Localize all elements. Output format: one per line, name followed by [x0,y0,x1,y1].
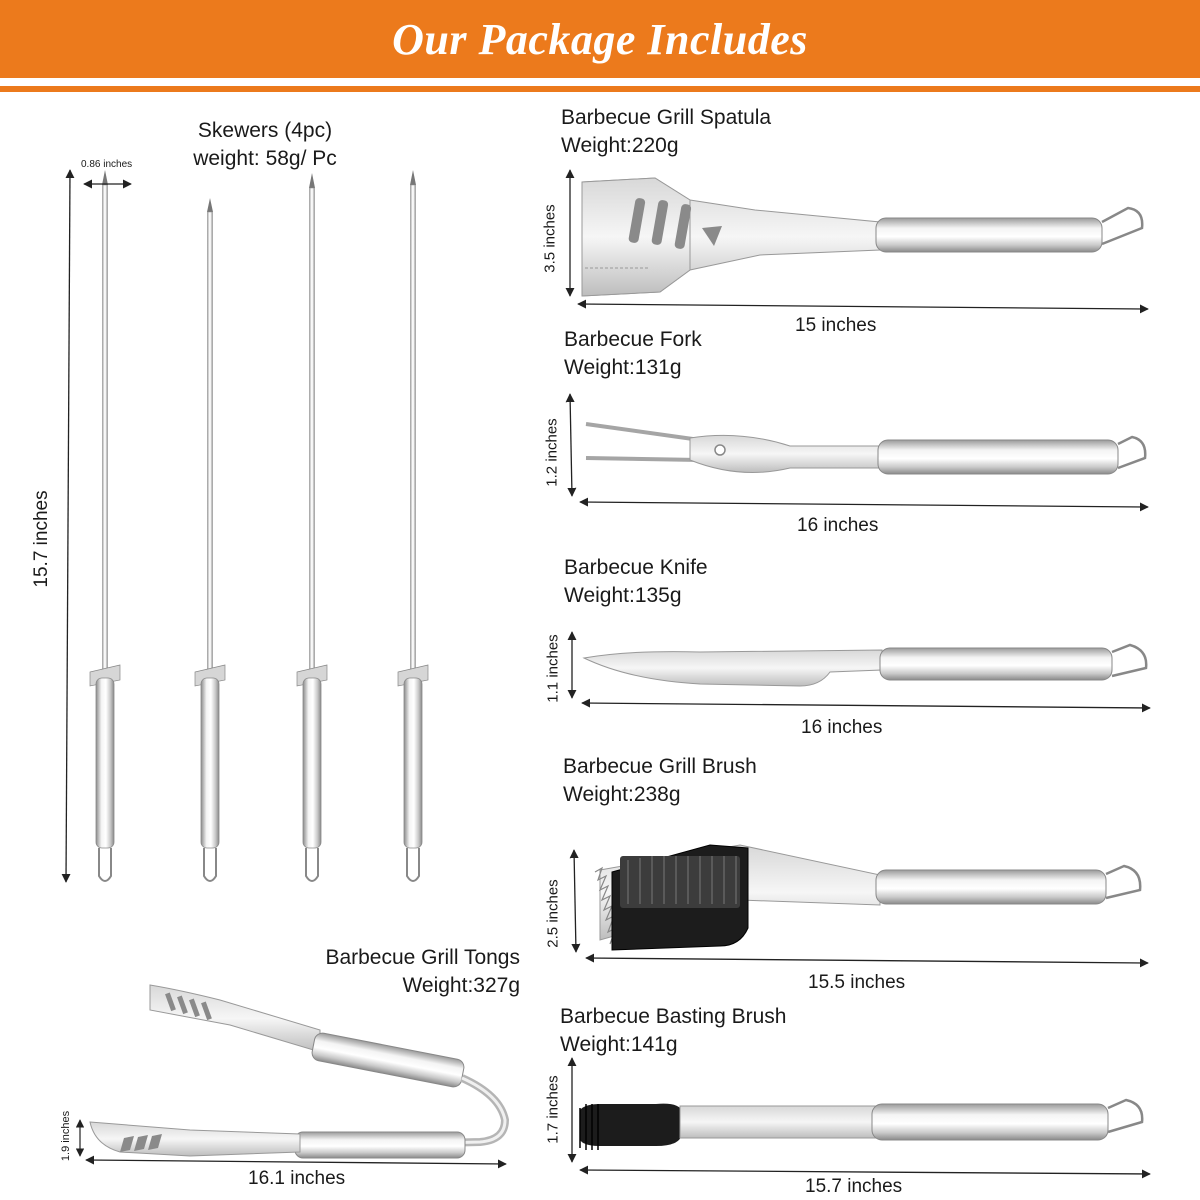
skewers-name: Skewers (4pc) [197,119,333,142]
grill-brush-length-dim-line [586,958,1148,963]
spatula-weight: Weight:220g [561,134,679,157]
knife-name: Barbecue Knife [564,556,708,579]
grill-brush-height-dim-line [574,850,576,952]
tongs-weight: Weight:327g [402,974,520,997]
grill-brush-name: Barbecue Grill Brush [563,755,757,778]
fork-weight: Weight:131g [564,356,682,379]
banner-title: Our Package Includes [392,14,808,64]
skewer-width-dim: 0.86 inches [81,159,133,170]
grill-brush-weight: Weight:238g [563,783,681,806]
skewers-weight: weight: 58g/ Pc [193,147,337,170]
tongs-height-dim: 1.9 inches [60,1110,72,1162]
spatula-label [561,104,771,160]
fork-height-dim-line [570,394,572,496]
tongs-illustration [80,985,506,1164]
basting-brush-length-dim-line [580,1170,1150,1174]
knife-length-dim-line [582,703,1150,708]
knife-weight: Weight:135g [564,584,682,607]
tongs-length-dim-line [86,1160,506,1164]
basting-brush-height-dim: 1.7 inches [544,1075,562,1144]
skewer-3 [297,173,327,881]
skewer-4 [398,170,428,881]
basting-brush-label [560,1003,786,1059]
knife-illustration [572,632,1150,708]
tongs-name: Barbecue Grill Tongs [325,946,520,969]
skewer-2 [195,198,225,881]
fork-length-dim-line [580,502,1148,507]
tongs-length-dim: 16.1 inches [248,1168,346,1189]
knife-label [564,554,708,610]
skewers-illustration [66,170,428,882]
spatula-height-dim: 3.5 inches [541,204,559,273]
fork-length-dim: 16 inches [797,515,879,536]
skewer-length-dim: 15.7 inches [31,490,52,588]
spatula-length-dim: 15 inches [795,315,877,336]
skewer-1 [90,170,120,881]
grill-brush-height-dim: 2.5 inches [544,879,562,948]
grill-brush-label [563,753,757,809]
skewers-label [175,117,355,173]
grill-brush-illustration [574,845,1148,963]
basting-brush-weight: Weight:141g [560,1033,678,1056]
spatula-name: Barbecue Grill Spatula [561,106,772,129]
basting-brush-length-dim: 15.7 inches [805,1176,903,1197]
basting-brush-illustration [572,1058,1150,1174]
fork-label [564,326,702,382]
spatula-illustration [570,170,1148,309]
knife-length-dim: 16 inches [801,717,883,738]
fork-height-dim: 1.2 inches [543,418,561,487]
grill-brush-length-dim: 15.5 inches [808,972,906,993]
basting-brush-name: Barbecue Basting Brush [560,1005,787,1028]
spatula-length-dim-line [578,304,1148,309]
knife-height-dim: 1.1 inches [544,634,562,703]
fork-name: Barbecue Fork [564,328,702,351]
fork-illustration [570,394,1148,507]
tongs-label [300,944,520,1000]
skewer-length-dim-line [66,170,70,882]
